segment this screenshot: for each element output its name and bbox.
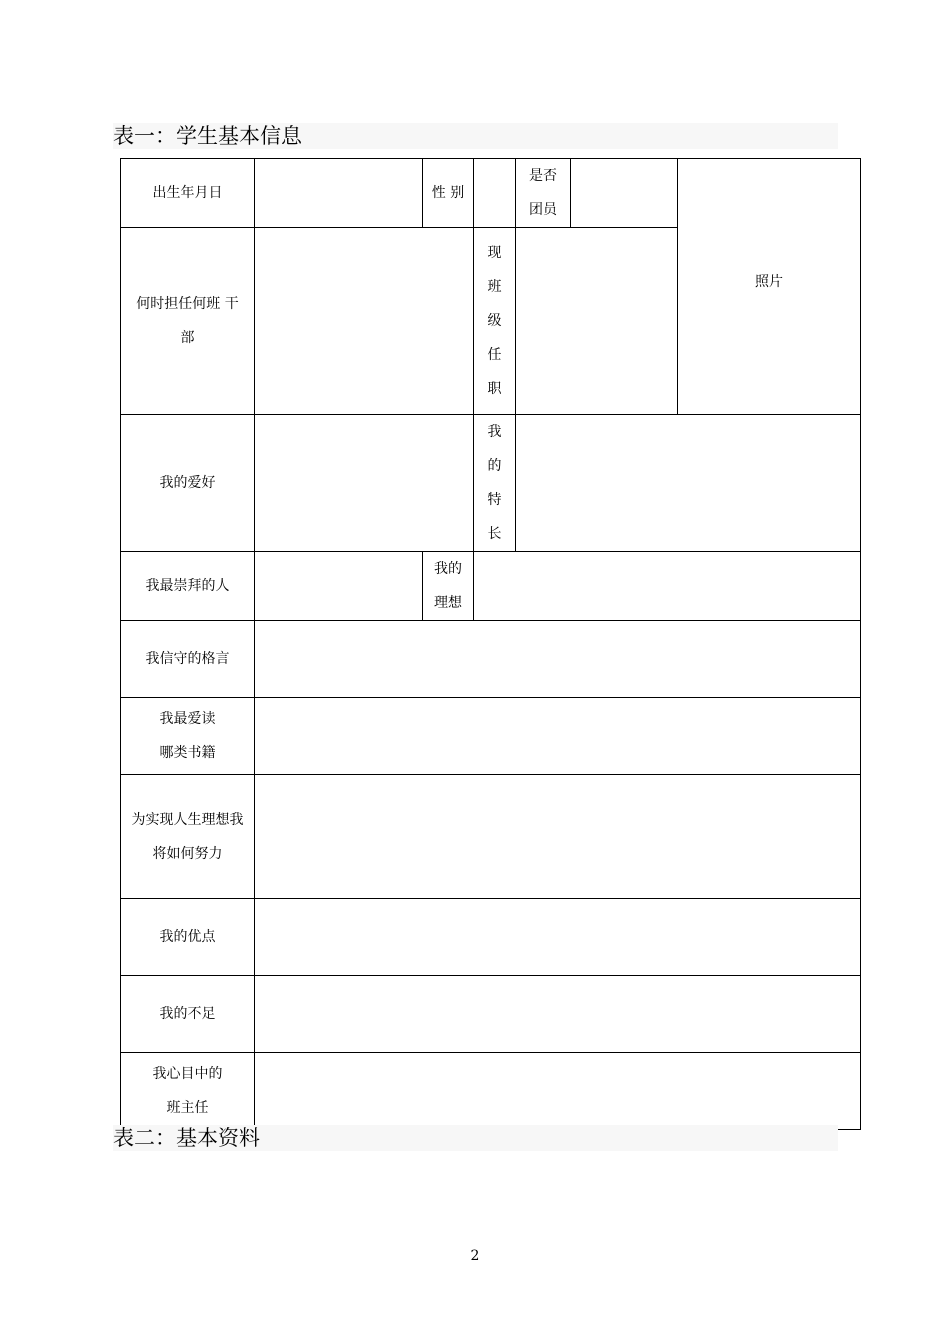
ideal-field[interactable] xyxy=(474,552,861,621)
ideal-label: 我的 理想 xyxy=(423,552,474,621)
effort-field[interactable] xyxy=(255,775,861,899)
motto-label: 我信守的格言 xyxy=(121,621,255,698)
shortcomings-field[interactable] xyxy=(255,976,861,1053)
specialty-label: 我 的 特 长 xyxy=(474,415,516,552)
motto-field[interactable] xyxy=(255,621,861,698)
league-member-label: 是否 团员 xyxy=(516,159,571,228)
books-field[interactable] xyxy=(255,698,861,775)
admire-field[interactable] xyxy=(255,552,423,621)
effort-label: 为实现人生理想我 将如何努力 xyxy=(121,775,255,899)
current-position-label: 现 班 级 任 职 xyxy=(474,228,516,415)
photo-cell[interactable]: 照片 xyxy=(678,159,861,415)
page-number: 2 xyxy=(470,1248,480,1264)
table1-title: 表一：学生基本信息 xyxy=(113,123,838,149)
cadre-field[interactable] xyxy=(255,228,474,415)
merits-label: 我的优点 xyxy=(121,899,255,976)
current-position-field[interactable] xyxy=(516,228,678,415)
birth-label: 出生年月日 xyxy=(121,159,255,228)
hobby-label: 我的爱好 xyxy=(121,415,255,552)
teacher-field[interactable] xyxy=(255,1053,861,1130)
birth-field[interactable] xyxy=(255,159,423,228)
league-member-field[interactable] xyxy=(571,159,678,228)
hobby-field[interactable] xyxy=(255,415,474,552)
specialty-field[interactable] xyxy=(516,415,861,552)
table2-title: 表二：基本资料 xyxy=(113,1125,838,1151)
student-info-table xyxy=(120,158,861,1130)
cadre-label: 何时担任何班 干 部 xyxy=(121,228,255,415)
teacher-label: 我心目中的 班主任 xyxy=(121,1053,255,1130)
gender-label: 性 别 xyxy=(423,159,474,228)
books-label: 我最爱读 哪类书籍 xyxy=(121,698,255,775)
shortcomings-label: 我的不足 xyxy=(121,976,255,1053)
merits-field[interactable] xyxy=(255,899,861,976)
gender-field[interactable] xyxy=(474,159,516,228)
admire-label: 我最崇拜的人 xyxy=(121,552,255,621)
